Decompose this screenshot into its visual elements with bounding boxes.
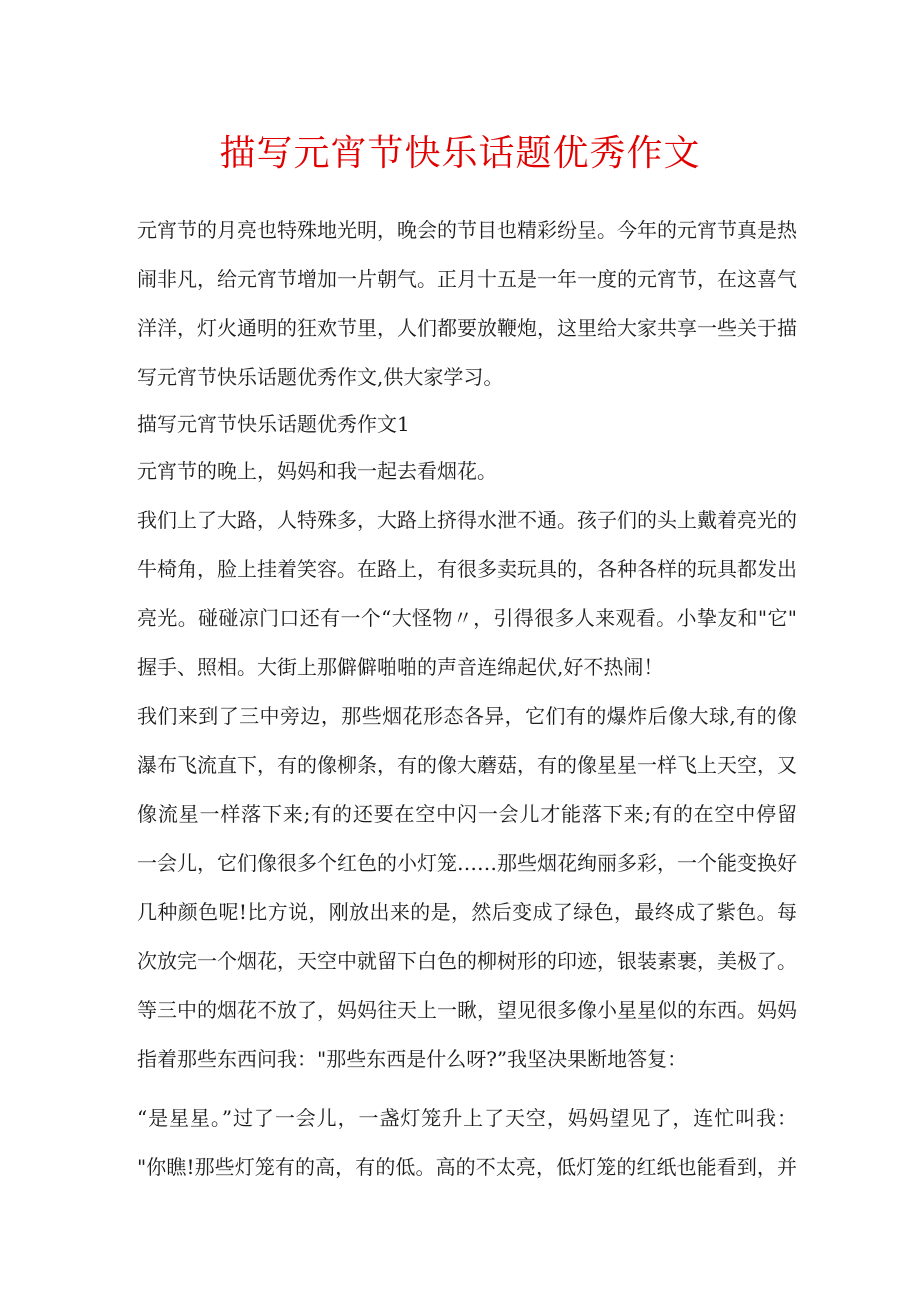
para2-line-2: 牛椅角，脸上挂着笑容。在路上，有很多卖玩具的，各种各样的玩具都发出	[137, 557, 797, 581]
intro-line-3: 洋洋，灯火通明的狂欢节里，人们都要放鞭炮，这里给大家共享一些关于描	[137, 316, 797, 340]
document-title: 描写元宵节快乐话题优秀作文	[219, 133, 701, 174]
para1-line-1: 元宵节的晚上，妈妈和我一起去看烟花。	[137, 459, 497, 483]
para4-line-1: “是星星。”过了一会儿，一盏灯笼升上了天空，妈妈望见了，连忙叫我：	[137, 1106, 797, 1130]
para3-line-2: 瀑布飞流直下，有的像柳条，有的像大蘑菇，有的像星星一样飞上天空，又	[137, 753, 797, 777]
para2-line-4: 握手、照相。大街上那僻僻啪啪的声音连绵起伏,好不热闹！	[137, 655, 664, 679]
section-heading: 描写元宵节快乐话题优秀作文1	[137, 412, 410, 436]
para2-line-3: 亮光。碰碰凉门口还有一个“大怪物〃，引得很多人来观看。小挚友和"它"	[137, 606, 797, 630]
para3-line-1: 我们来到了三中旁边，那些烟花形态各异，它们有的爆炸后像大球,有的像	[137, 704, 797, 728]
intro-line-4: 写元宵节快乐话题优秀作文,供大家学习。	[137, 365, 504, 389]
para3-line-5: 几种颜色呢!比方说，刚放出来的是，然后变成了绿色，最终成了紫色。每	[137, 900, 797, 924]
para2-line-1: 我们上了大路，人特殊多，大路上挤得水泄不通。孩子们的头上戴着亮光的	[137, 508, 797, 532]
para3-line-7: 等三中的烟花不放了，妈妈往天上一瞅，望见很多像小星星似的东西。妈妈	[137, 998, 797, 1022]
intro-line-1: 元宵节的月亮也特殊地光明，晚会的节目也精彩纷呈。今年的元宵节真是热	[137, 218, 797, 242]
para3-line-8: 指着那些东西问我："那些东西是什么呀?”我坚决果断地答复：	[137, 1047, 688, 1071]
intro-line-2: 闹非凡，给元宵节增加一片朝气。正月十五是一年一度的元宵节，在这喜气	[137, 267, 797, 291]
para3-line-6: 次放完一个烟花，天空中就留下白色的柳树形的印迹，银装素裹，美极了。	[137, 949, 797, 973]
para3-line-4: 一会儿，它们像很多个红色的小灯笼……那些烟花绚丽多彩，一个能变换好	[137, 851, 797, 875]
para4-line-2: "你瞧!那些灯笼有的高，有的低。高的不太亮，低灯笼的红纸也能看到，并	[137, 1155, 797, 1179]
para3-line-3: 像流星一样落下来;有的还要在空中闪一会儿才能落下来;有的在空中停留	[137, 802, 797, 826]
